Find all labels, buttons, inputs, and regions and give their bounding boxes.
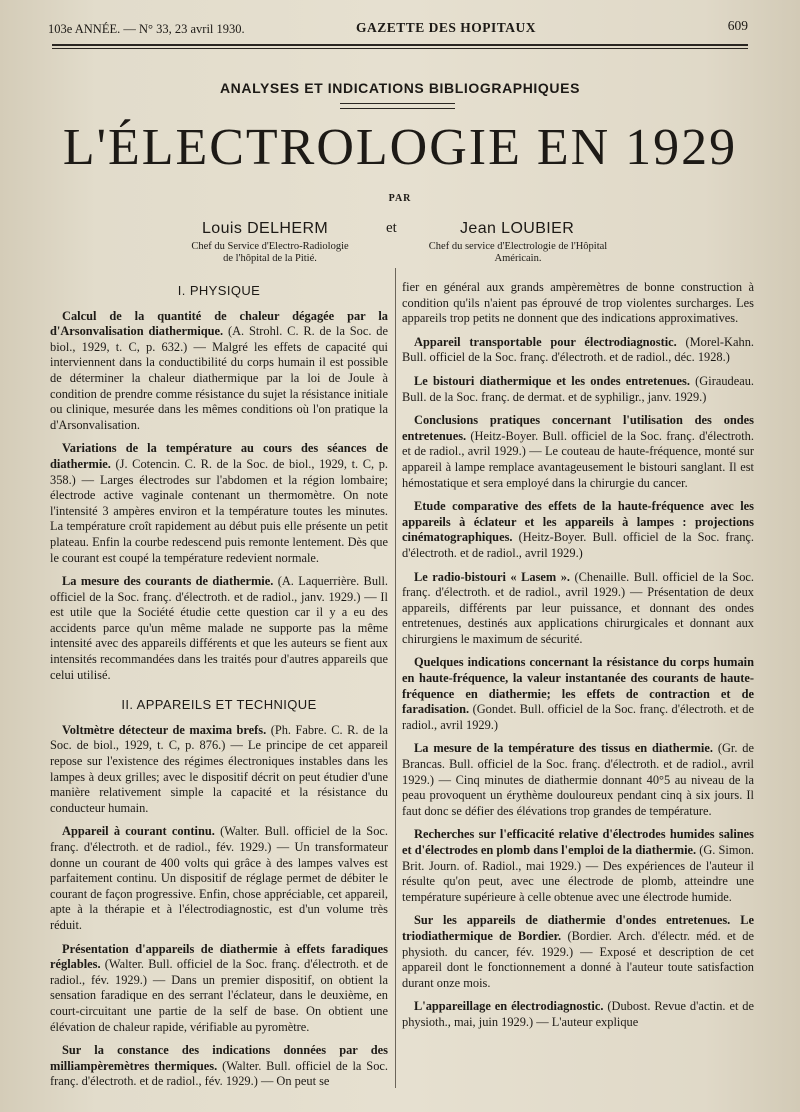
entry-body: (Heitz-Boyer. Bull. officiel de la Soc. franç. d'électroth. et de radiol., avril 1929.) [402,530,754,560]
bibliography-entry [402,741,754,819]
section-heading-physique: I. PHYSIQUE [177,283,261,298]
entry-title: Présentation d'appareils de diathermie à effets faradiques réglables. [50,941,388,972]
right-column-entries [402,280,754,1031]
entry-title: Calcul de la quantité de chaleur dégagée par la d'Arsonvalisation diathermique. [50,308,388,339]
bibliography-entry [50,942,388,1036]
entry-body: (Ph. Fabre. C. R. de la Soc. de biol., 1929, t. C, p. 876.) — Le principe de cet appareil repose sur l'existence des régimes électroniques instables dans les lampes à deux grilles; avec le dispositif décrit on peut étudier d'une manière relativement simple la capacité et la résistance du conducteur humain. [50,722,388,815]
entry-title: Le radio-bistouri « Lasem ». [414,569,570,584]
bibliography-entry [50,441,388,566]
author-2-affiliation-line-1: Chef du service d'Electrologie de l'Hôpital [428,241,608,252]
section-heading-appareils: II. APPAREILS ET TECHNIQUE [121,697,317,713]
bibliography-entry [50,574,388,683]
header-rule-thin [52,48,748,49]
entry-title: Sur les appareils de diathermie d'ondes entretenues. Le triodiathermique de Bordier. [402,913,754,943]
author-1-name: Louis DELHERM [202,220,329,237]
right-column [402,280,754,1039]
entry-body: (Gondet. Bull. officiel de la Soc. franç. d'électroth. et de radiol., avril 1929.) [402,702,754,732]
bibliography-entry [402,413,754,491]
running-head [48,18,748,40]
bibliography-entry [402,280,754,327]
banner-ornament [340,103,455,109]
column-divider [395,268,396,1088]
entry-body: (G. Simon. Brit. Journ. of. Radiol., mai 1929.) — Des expériences de l'auteur il résulte qu'on peut, avec une électrode de plomb, atteindre une température supérieure à celle obtenue avec une électrode humide. [402,843,754,904]
entry-body: (Morel-Kahn. Bull. officiel de la Soc. franç. d'électroth. et de radiol., déc. 1928.) [402,334,754,365]
author-2-affiliation [398,241,638,265]
entry-title: Quelques indications concernant la résistance du corps humain en haute-fréquence, la valeur instantanée des courants de haute-fréquence en diathermie; les effets de contraction et de faradisation. [402,655,754,717]
bibliography-entry [50,309,388,434]
bibliography-entry [50,824,388,933]
section-banner: ANALYSES ET INDICATIONS BIBLIOGRAPHIQUES [219,80,581,96]
entry-title: Variations de la température au cours des séances de diathermie. [50,441,388,471]
bibliography-entry [402,827,754,905]
entry-body: fier en général aux grands ampèremètres de bonne construction à condition qu'ils n'aient pas éprouvé de trop violentes surcharges. Les appareils trop petits ne donnent que des indications approximatives. [402,280,754,326]
bibliography-entry [402,499,754,561]
bibliography-entry [50,723,388,817]
entry-title: Appareil à courant continu. [62,824,215,839]
article-title: L'ÉLECTROLOGIE EN 1929 [62,119,738,176]
issue-info: 103e ANNÉE. — N° 33, 23 avril 1930. [48,22,245,36]
author-1-affiliation-line-2: de l'hôpital de la Pitié. [223,253,317,264]
author-1-affiliation-line-1: Chef du Service d'Electro-Radiologie [191,241,349,252]
entry-body: (Gr. de Brancas. Bull. officiel de la Soc. franç. d'électroth. et de radiol., avril 1929.) — Cinq minutes de diathermie donnant 40°5 au niveau de la peau provoquent un érythème douloureux pendant cinq à six jours. Il faut donc se défier des élévations trop grandes de température. [402,741,754,818]
and-label: et [386,220,397,236]
entry-body: (Heitz-Boyer. Bull. officiel de la Soc. franç. d'électroth. et de radiol., avril 1929.) — Le couteau de haute-fréquence, monté sur appareil à lampe remplace avantageusement le bistouri sanglant. Il est hémostatique et sera employé dans la chirurgie du cancer. [402,428,754,490]
entry-body: (Giraudeau. Bull. de la Soc. franç. de dermat. et de syphiligr., janv. 1929.) [402,373,754,404]
header-rule [52,44,748,46]
entry-title: Conclusions pratiques concernant l'utilisation des ondes entretenues. [402,413,754,443]
bibliography-entry [402,335,754,366]
journal-name: GAZETTE DES HOPITAUX [356,20,537,35]
entry-title: Recherches sur l'efficacité relative d'électrodes humides salines et d'électrodes en plomb dans l'emploi de la diathermie. [402,827,754,857]
entry-body: (Walter. Bull. officiel de la Soc. franç. d'électroth. et de radiol., fév. 1929.) — Dans un premier dispositif, on obtient la sensation faradique en des serrant l'éclateur, dans le deuxième, en court-circuitant une partie de la self de base. On obtient une élévation de chaleur rapide, vérifiable au pyromètre. [50,957,388,1034]
entry-body: (A. Strohl. C. R. de la Soc. de biol., 1929, t. C, p. 632.) — Malgré les effets de capacité qui interviennent dans la conductibilité du corps humain il est possible de déterminer la chaleur diathermique par la loi de Joule à condition de prendre comme résistance du sujet la résistance initiale ou clinique, mesurée dans les mêmes conditions où l'on pratique la d'Arsonvalisation. [50,324,388,432]
appareils-entries [50,723,388,1090]
entry-title: Sur la constance des indications données par des milliampèremètres thermiques. [50,1043,388,1073]
entry-body: (Bordier. Arch. d'électr. méd. et de physioth. du cancer, fév. 1929.) — Exposé et description de cet appareil dont le fonctionnement a donné à l'auteur toute satisfaction durant onze mois. [402,928,754,990]
author-1-affiliation [150,241,390,265]
author-2-name: Jean LOUBIER [460,220,575,237]
physique-entries [50,309,388,684]
author-2-affiliation-line-2: Américain. [494,253,542,264]
entry-body: (Walter. Bull. officiel de la Soc. franç. d'électroth. et de radiol., fév. 1929.) — Un transformateur donne un courant de 400 volts qui grâce à des lampes valves est parfaitement continu. Un dispositif de réglage permet de débiter le courant de façon progressive. Enfin, chose appréciable, cet appareil, apte à la thérapie et à l'électrodiagnostic, est d'un volume très réduit. [50,824,388,932]
bibliography-entry [402,374,754,405]
bibliography-entry [402,999,754,1030]
page-number: 609 [727,18,748,33]
entry-title: La mesure des courants de diathermie. [62,574,274,589]
bibliography-entry [402,913,754,991]
by-label: PAR [388,193,412,204]
entry-title: L'appareillage en électrodiagnostic. [414,999,604,1014]
entry-body: (J. Cotencin. C. R. de la Soc. de biol., 1929, t. C, p. 358.) — Larges électrodes sur l'abdomen et la région lombaire; électrode active vaginale contenant un thermomètre. On note l'intensité 3 ampères environ et la température toutes les minutes. La température croît rapidement au début puis elle présente un petit plateau. Enfin la courbe redescend puis remonte lentement. Dès que le courant est coupé la température redevient normale. [50,456,388,565]
entry-title: Appareil transportable pour électrodiagnostic. [414,334,677,349]
bibliography-entry [50,1043,388,1090]
entry-title: La mesure de la température des tissus en diathermie. [414,741,713,756]
entry-body: (Dubost. Revue d'actin. et de physioth., mai, juin 1929.) — L'auteur explique [402,999,755,1029]
bibliography-entry [402,655,754,733]
entry-title: Voltmètre détecteur de maxima brefs. [62,722,267,737]
entry-body: (Chenaille. Bull. officiel de la Soc. franç. d'électroth. et de radiol., avril 1929.) — Présentation de deux appareils, différents par leur puissance, et donnant des ondes entretenues, destinés aux applications chirurgicales et donnant aux chirurgiens le maximum de sécurité. [402,569,754,646]
left-column [50,283,388,1098]
entry-body: (A. Laquerrière. Bull. officiel de la Soc. franç. d'électroth. et de radiol., janv. 1929.) — Il est utile que la Société étudie cette question car il y a eu des accidents parce qu'un même malade ne supporte pas la même intensité avec des appareils différents et que les auteurs se fient aux intensités recommandées dans les traités pour d'autres appareils que celui utilisé. [50,574,388,682]
entry-body: (Walter. Bull. officiel de la Soc. franç. d'électroth. et de radiol., fév. 1929.) — On peut se [50,1058,388,1089]
entry-title: Le bistouri diathermique et les ondes entretenues. [414,373,690,388]
entry-title: Etude comparative des effets de la haute-fréquence avec les appareils à éclateur et les appareils à lampes : projections cinématographiques. [402,499,754,545]
bibliography-entry [402,570,754,648]
